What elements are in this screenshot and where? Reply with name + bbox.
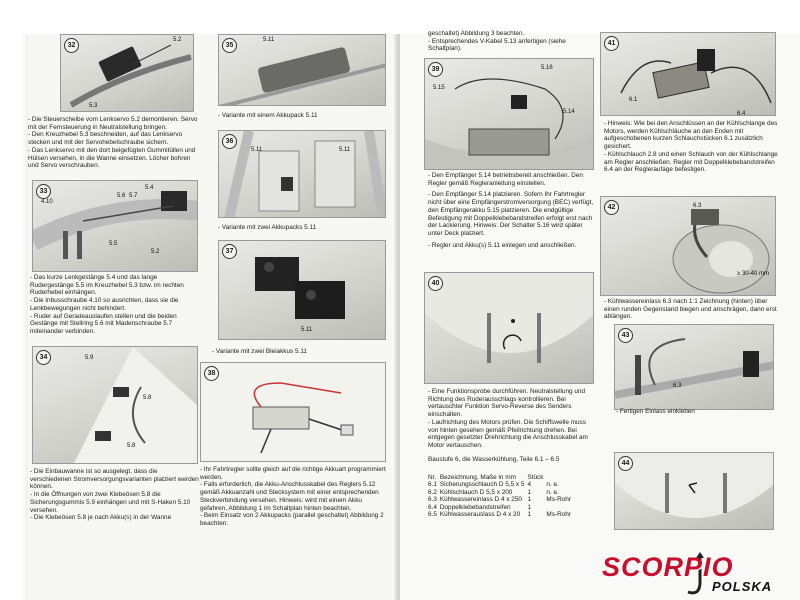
table-cell: n. e. <box>546 481 559 489</box>
figure-42-photo <box>600 196 776 296</box>
logo-brand: SCORPIO <box>602 552 734 582</box>
figure-label: 5.5 <box>109 241 118 247</box>
figure-label: ≥ 30-40 mm <box>737 271 769 277</box>
figure-33-photo <box>32 180 198 272</box>
table-cell: Kühlwassereinlass D 4 x 250 <box>439 496 522 504</box>
caption: - Variante mit zwei Bleiakkus 5.11 <box>212 348 307 355</box>
table-cell: Sicherungsschlauch D 5,5 x 5 <box>439 481 525 489</box>
table-cell: 1 <box>527 511 531 519</box>
figure-32-photo <box>60 34 194 112</box>
figure-41-photo <box>600 32 776 116</box>
figure-number: 33 <box>36 184 51 199</box>
step-text: - Den Empfänger 5.14 betriebsbereit anschließen. Den Regler gemäß Regleranleitung einstellen. <box>428 172 583 187</box>
step-text-32 <box>28 116 198 171</box>
table-cell: Kühlschlauch D 5,5 x 200 <box>439 488 513 496</box>
figure-label: 5.11 <box>251 147 263 153</box>
step-text: - Eine Funktionsprobe durchführen. Neutralstellung und Richtung des Ruderausschlags kontrollieren. Bei vertauschter Funktion Servo-Reverse des Senders einschalten. - Laufrichtung des Motors prüfen. Die Schiffswelle muss von hinten gesehen gemäß Pfeilrichtung drehen. Bei entgegen gesetzter Drehrichtung die Anschlusskabel am Motor vertauschen. <box>428 388 588 449</box>
table-cell: 6.2 <box>428 488 437 496</box>
figure-label: 5.11 <box>263 37 275 43</box>
figure-number: 37 <box>222 244 237 259</box>
figure-label: 6.4 <box>737 111 746 116</box>
table-row <box>428 504 574 511</box>
table-header <box>546 474 574 481</box>
figure-39-photo <box>424 58 594 170</box>
table-row <box>428 481 574 488</box>
section-heading <box>428 456 608 465</box>
figure-36-photo <box>218 130 386 218</box>
figure-number: 34 <box>36 350 51 365</box>
battery-tray-illustration <box>33 347 198 464</box>
step-text-39 <box>428 172 598 251</box>
figure-number: 36 <box>222 134 237 149</box>
table-cell: Kühlwasserauslass D 4 x 20 <box>439 511 521 519</box>
two-packs-illustration <box>219 131 386 218</box>
table-cell: Doppelklebebandstreifen <box>439 503 511 511</box>
figure-label: 4.10 <box>41 199 53 205</box>
figure-label: 5.2 <box>151 249 160 255</box>
propeller-shaft-illustration <box>425 273 594 384</box>
table-header-row <box>428 474 574 481</box>
table-header: Stück <box>527 474 544 481</box>
figure-label: 5.11 <box>339 147 351 153</box>
figure-label: 5.11 <box>301 327 313 333</box>
figure-44-photo <box>614 452 774 530</box>
hull-inlet-illustration <box>615 453 774 530</box>
step-text: - Ihr Fahrtregler sollte gleich auf die richtige Akkuart programmiert werden. - Falls erforderlich, die Akku-Anschlusskabel des Reglers 5.12 gemäß Akkuanzahl und Stecksystem mit einer entsprechenden Steckverbindung versehen. Hinweis: wird mit einem Akku gefahren, Abbildung 1 im Schaltplan hinten beachten. - Beim Einsatz von 2 Akkupacks (parallel geschaltet) Abbildung 2 beachten. <box>200 466 386 527</box>
caption: - Variante mit zwei Akkupacks 5.11 <box>218 224 317 231</box>
speed-controller-illustration <box>201 363 386 462</box>
figure-35-photo <box>218 34 386 106</box>
figure-label: 6.1 <box>629 97 638 103</box>
figure-40-photo <box>424 272 594 384</box>
logo-sub: POLSKA <box>712 579 773 594</box>
step-text: geschaltet) Abbildung 3 beachten. - Entsprechendes V-Kabel 5.13 anfertigen (siehe Schaltplan). <box>428 30 566 53</box>
figure-37-photo <box>218 240 386 340</box>
caption-36 <box>218 224 388 233</box>
cooling-hose-illustration <box>601 33 776 116</box>
figure-label: 6.3 <box>673 383 682 389</box>
table-cell: 1 <box>527 488 531 496</box>
table-row <box>428 496 574 503</box>
figure-number: 44 <box>618 456 633 471</box>
figure-number: 43 <box>618 328 633 343</box>
figure-label: 6.3 <box>693 203 702 209</box>
step-text: - Die Steuerscheibe vom Lenkservo 5.2 demontieren. Servo mit der Fernsteuerung in Neutralstellung bringen. - Den Kreuzhebel 5.3 beschneiden, auf das Lenkservo stecken und mit der Servohebelschraube sichern. - Das Lenkservo mit den dort beigefügten Gummitüllen und Hülsen versehen, in die Wanne einsetzen. Löcher bohren und Servo verschrauben. <box>28 116 198 170</box>
figure-label: 5.6 <box>117 193 126 199</box>
figure-number: 35 <box>222 38 237 53</box>
table-header: Nr. <box>428 474 437 481</box>
brand-logo <box>598 552 798 598</box>
figure-number: 39 <box>428 62 443 77</box>
table-cell: 6.3 <box>428 496 437 504</box>
step-text: - Den Empfänger 5.14 platzieren. Sofern Ihr Fahrtregler nicht über eine Empfängerstromversorgung (BEC) verfügt, den Empfängerakku 5.15 platzieren. Die endgültige Befestigung mit Doppelklebebandstreifen erfolgt erst nach der Lackierung. Hinweis: Der Schalter 5.16 wird später unter Deck platziert. <box>428 191 594 237</box>
table-cell <box>546 504 574 511</box>
lead-acid-illustration <box>219 241 386 340</box>
servo-illustration <box>61 35 194 112</box>
table-row <box>428 511 574 518</box>
figure-number: 42 <box>604 200 619 215</box>
step-text: - Die Einbauwanne ist so ausgelegt, dass die verschiedenen Stromversorgungsvarianten platziert werden können. - In die Öffnungen von zwei Klebeösen 5.8 die Sicherungsgummis 5.9 einhängen und mit S-Haken 5.10 versehen. - Die Klebeösen 5.8 je nach Akku(s) in der Wanne <box>30 468 199 522</box>
step-text-42 <box>604 298 782 323</box>
bending-tube-illustration <box>601 197 776 296</box>
figure-38-photo <box>200 362 386 462</box>
caption: - Variante mit einem Akkupack 5.11 <box>218 112 318 119</box>
rudder-linkage-illustration <box>33 181 198 272</box>
figure-label: 5.8 <box>127 443 136 449</box>
figure-34-photo <box>32 346 198 464</box>
parts-table <box>428 474 574 518</box>
figure-label: 5.14 <box>563 109 575 115</box>
figure-label: 5.9 <box>85 355 94 361</box>
figure-label: 5.2 <box>173 37 182 43</box>
figure-number: 40 <box>428 276 443 291</box>
figure-label: 5.16 <box>541 65 553 71</box>
caption-37 <box>212 348 382 357</box>
inlet-installed-illustration <box>615 325 774 410</box>
figure-label: 5.3 <box>89 103 98 109</box>
table-cell: 4 <box>527 481 531 489</box>
table-cell: 1 <box>527 503 531 511</box>
section-title: Baustufe 6, die Wasserkühlung, Teile 6.1 – 6.5 <box>428 456 560 463</box>
step-text: - Regler und Akku(s) 5.11 einlegen und anschließen. <box>428 241 577 249</box>
figure-number: 32 <box>64 38 79 53</box>
step-text-top <box>428 30 598 55</box>
step-text: - Das kurze Lenkgestänge 5.4 und das lange Rudergestänge 5.5 im Kreuzhebel 5.3 bzw. im rechten Ruderhebel einhängen. - Die Inbusschraube 4.10 so ausrichten, dass sie die Lenkbewegungen nicht behindert. - Ruder auf Geradeauslaufen stellen und die beiden Gestänge mit Stellring 5.6 mit Madenschraube 5.7 miteinander verbinden. <box>30 274 184 335</box>
table-cell: 6.5 <box>428 511 437 519</box>
table-cell: Ms-Rohr <box>546 511 571 519</box>
step-text-38 <box>200 466 390 529</box>
caption-35 <box>218 112 388 121</box>
caption-43 <box>616 408 776 417</box>
caption: - Fertigen Einlass einkleben <box>616 408 695 415</box>
table-row <box>428 489 574 496</box>
figure-label: 5.15 <box>433 85 445 91</box>
figure-label: 5.4 <box>145 185 154 191</box>
figure-number: 38 <box>204 366 219 381</box>
figure-43-photo <box>614 324 774 410</box>
step-text: - Hinweis: Wie bei den Anschlüssen an der Kühlschlange des Motors, werden Kühlschläuche an den Enden mit aufgeschobenen kurzen Schlauchstücken 6.1 zusätzlich gesichert. - Kühlschlauch 2.8 und einen Schlauch von der Kühlschlange am Regler anschließen. Regler mit Doppelklebebandstreifen 6.4 an der Regleraufage befestigen. <box>604 120 778 174</box>
figure-label: 5.7 <box>129 193 138 199</box>
table-cell: 1 <box>527 496 531 504</box>
step-text-33 <box>30 274 198 337</box>
figure-label: 5.8 <box>143 395 152 401</box>
step-text-40 <box>428 388 598 451</box>
table-cell: 6.1 <box>428 481 437 489</box>
figure-number: 41 <box>604 36 619 51</box>
battery-pack-illustration <box>219 35 386 106</box>
step-text-34 <box>30 468 200 523</box>
table-cell: Ms-Rohr <box>546 496 571 504</box>
step-text-41 <box>604 120 782 175</box>
table-cell: 6.4 <box>428 503 437 511</box>
table-header: Bezeichnung, Maße in mm <box>439 474 516 481</box>
step-text: - Kühlwassereinlass 6.3 nach 1:1 Zeichnung (hinten) über einen runden Gegenstand biegen und anschrägen, dann erst ablängen. <box>604 298 777 321</box>
table-cell: n. e. <box>546 488 559 496</box>
